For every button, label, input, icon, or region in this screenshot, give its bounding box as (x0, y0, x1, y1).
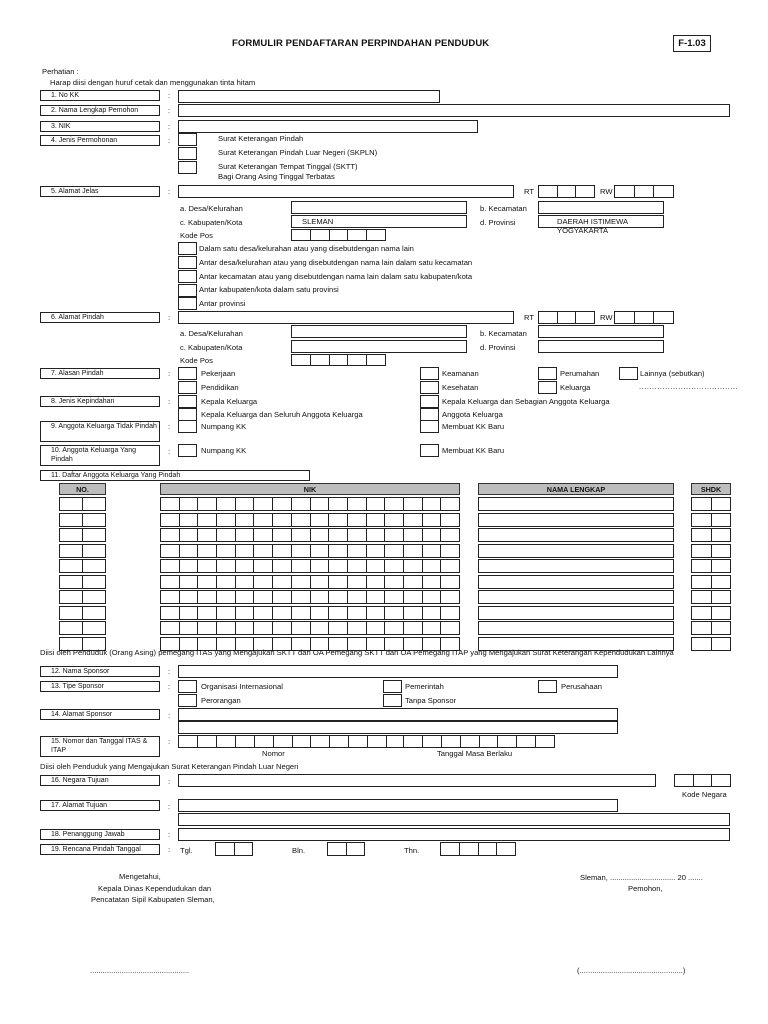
checkbox-kk-baru-1[interactable] (420, 420, 439, 433)
option-sktt: Surat Keterangan Tempat Tinggal (SKTT) (218, 162, 358, 171)
kabupaten-field[interactable] (291, 215, 467, 228)
sponsor-perusahaan: Perusahaan (561, 682, 602, 691)
checkbox-klasifikasi-3[interactable] (178, 270, 197, 283)
member-nama-cell[interactable] (478, 590, 674, 604)
member-nama-cell[interactable] (478, 606, 674, 620)
desa-field[interactable] (291, 201, 467, 214)
member-shdk-cell[interactable] (691, 637, 731, 651)
desa-label: a. Desa/Kelurahan (180, 204, 243, 213)
checkbox-pekerjaan[interactable] (178, 367, 197, 380)
member-shdk-cell[interactable] (691, 497, 731, 511)
kode-pos-cells[interactable] (291, 229, 386, 241)
checkbox-sktt[interactable] (178, 161, 197, 174)
label-itas: 15. Nomor dan Tanggal ITAS & ITAP (40, 736, 160, 757)
member-nama-cell[interactable] (478, 621, 674, 635)
rt-label: RT (524, 187, 534, 196)
alamat-sponsor-field-2[interactable] (178, 721, 618, 734)
member-no-cell[interactable] (59, 590, 106, 604)
alamat-pindah-field[interactable] (178, 311, 514, 324)
colon: : (168, 737, 171, 746)
colon: : (168, 845, 171, 854)
member-nama-cell[interactable] (478, 575, 674, 589)
checkbox-klasifikasi-4[interactable] (178, 284, 197, 297)
itas-tanggal-label: Tanggal Masa Berlaku (437, 749, 513, 758)
label-tipe-sponsor: 13. Tipe Sponsor (40, 681, 160, 692)
note-luar-negeri: Diisi oleh Penduduk yang Mengajukan Surat Keterangan Pindah Luar Negeri (40, 762, 299, 771)
colon: : (168, 682, 171, 691)
rt-cells-2[interactable] (538, 311, 595, 324)
provinsi-label-2: d. Provinsi (480, 343, 516, 352)
itas-tanggal-cells[interactable] (403, 735, 555, 748)
rw-cells[interactable] (614, 185, 674, 198)
label-daftar-anggota: 11. Daftar Anggota Keluarga Yang Pindah (40, 470, 310, 481)
nama-pemohon-field[interactable] (178, 104, 730, 117)
tgl-label: Tgl. (180, 846, 193, 855)
member-no-cell[interactable] (59, 544, 106, 558)
bln-label: Bln. (292, 846, 306, 855)
kk-baru-2: Membuat KK Baru (442, 446, 505, 455)
colon: : (168, 667, 171, 676)
checkbox-pemerintah[interactable] (383, 680, 402, 693)
label-rencana-pindah: 19. Rencana Pindah Tanggal (40, 844, 160, 855)
rw-label: RW (600, 187, 613, 196)
kabupaten-field-2[interactable] (291, 340, 467, 353)
member-shdk-cell[interactable] (691, 621, 731, 635)
klasifikasi-3: Antar kecamatan atau yang disebutdengan nama lain dalam satu kabupaten/kota (199, 272, 473, 281)
member-nama-cell[interactable] (478, 559, 674, 573)
label-penanggung-jawab: 18. Penanggung Jawab (40, 829, 160, 840)
member-nik-cell[interactable] (160, 559, 460, 573)
kecamatan-label: b. Kecamatan (480, 204, 527, 213)
checkbox-klasifikasi-5[interactable] (178, 297, 197, 310)
label-alamat-tujuan: 17. Alamat Tujuan (40, 800, 160, 811)
option-skp: Surat Keterangan Pindah (218, 134, 304, 143)
checkbox-pendidikan[interactable] (178, 381, 197, 394)
member-shdk-cell[interactable] (691, 559, 731, 573)
option-skpln: Surat Keterangan Pindah Luar Negeri (SKPLN) (218, 148, 378, 157)
colon: : (168, 91, 171, 100)
note-orang-asing: Diisi oleh Penduduk (Orang Asing) pemegang ITAS yang Mengajukan SKTT dan OA Pemegang SKTT dan OA Pemegang ITAP yang Mengajukan Surat Keterangan Kependudukan Lainnya (40, 648, 674, 657)
colon: : (168, 397, 171, 406)
tgl-cells[interactable] (215, 842, 253, 856)
colon: : (168, 369, 171, 378)
checkbox-klasifikasi-2[interactable] (178, 256, 197, 269)
label-alasan-pindah: 7. Alasan Pindah (40, 368, 160, 379)
desa-field-2[interactable] (291, 325, 467, 338)
alasan-pekerjaan: Pekerjaan (201, 369, 236, 378)
member-nik-cell[interactable] (160, 513, 460, 527)
numpang-kk-1: Numpang KK (201, 422, 247, 431)
provinsi-value: DAERAH ISTIMEWA YOGYAKARTA (557, 217, 628, 235)
form-code: F-1.03 (673, 35, 711, 52)
colon: : (168, 122, 171, 131)
col-header-no: NO. (59, 483, 106, 495)
klasifikasi-5: Antar provinsi (199, 299, 246, 308)
desa-label-2: a. Desa/Kelurahan (180, 329, 243, 338)
option-sktt-note: Bagi Orang Asing Tinggal Terbatas (218, 172, 335, 181)
label-tidak-pindah: 9. Anggota Keluarga Tidak Pindah (40, 421, 160, 442)
alasan-kesehatan: Kesehatan (442, 383, 479, 392)
klasifikasi-2: Antar desa/kelurahan atau yang disebutdengan nama lain dalam satu kecamatan (199, 258, 473, 267)
label-alamat-jelas: 5. Alamat Jelas (40, 186, 160, 197)
alasan-perumahan: Perumahan (560, 369, 600, 378)
sign-kepala-2: Pencatatan Sipil Kabupaten Sleman, (91, 895, 215, 904)
colon: : (168, 447, 171, 456)
nik-field[interactable] (178, 120, 478, 133)
colon: : (168, 711, 171, 720)
member-nik-cell[interactable] (160, 575, 460, 589)
sign-line-pemohon: (.................................................) (577, 966, 686, 975)
checkbox-keamanan[interactable] (420, 367, 439, 380)
kode-pos-label: Kode Pos (180, 231, 213, 240)
member-no-cell[interactable] (59, 621, 106, 635)
kabupaten-label: c. Kabupaten/Kota (180, 218, 243, 227)
klasifikasi-4: Antar kabupaten/kota dalam satu provinsi (199, 285, 339, 294)
provinsi-field-2[interactable] (538, 340, 664, 353)
kecamatan-field-2[interactable] (538, 325, 664, 338)
checkbox-skpln[interactable] (178, 147, 197, 160)
member-nik-cell[interactable] (160, 621, 460, 635)
member-shdk-cell[interactable] (691, 590, 731, 604)
sign-kepala-1: Kepala Dinas Kependudukan dan (98, 884, 212, 893)
checkbox-klasifikasi-1[interactable] (178, 242, 197, 255)
checkbox-kk-baru-2[interactable] (420, 444, 439, 457)
checkbox-skp[interactable] (178, 133, 197, 146)
member-shdk-cell[interactable] (691, 528, 731, 542)
alasan-keamanan: Keamanan (442, 369, 479, 378)
provinsi-label: d. Provinsi (480, 218, 516, 227)
member-nik-cell[interactable] (160, 528, 460, 542)
penanggung-jawab-field[interactable] (178, 828, 730, 841)
klasifikasi-1: Dalam satu desa/kelurahan atau yang disebutdengan nama lain (199, 244, 414, 253)
member-no-cell[interactable] (59, 513, 106, 527)
alamat-sponsor-field-1[interactable] (178, 708, 618, 721)
kk-baru-1: Membuat KK Baru (442, 422, 505, 431)
label-jenis-permohonan: 4. Jenis Permohonan (40, 135, 160, 146)
alasan-pendidikan: Pendidikan (201, 383, 239, 392)
notice-title: Perhatian : (42, 67, 79, 76)
label-no-kk: 1. No KK (40, 90, 160, 101)
kepindahan-kk-seluruh: Kepala Keluarga dan Seluruh Anggota Keluarga (201, 410, 363, 419)
kabupaten-label-2: c. Kabupaten/Kota (180, 343, 243, 352)
checkbox-kk-sebagian[interactable] (420, 395, 439, 408)
itas-nomor-cells[interactable] (178, 735, 406, 748)
colon: : (168, 777, 171, 786)
colon: : (168, 136, 171, 145)
checkbox-organisasi[interactable] (178, 680, 197, 693)
checkbox-perorangan[interactable] (178, 694, 197, 707)
member-nama-cell[interactable] (478, 528, 674, 542)
member-nama-cell[interactable] (478, 497, 674, 511)
member-shdk-cell[interactable] (691, 513, 731, 527)
alamat-tujuan-field-1[interactable] (178, 799, 618, 812)
kabupaten-value: SLEMAN (302, 217, 334, 226)
alamat-tujuan-field-2[interactable] (178, 813, 730, 826)
member-nik-cell[interactable] (160, 497, 460, 511)
alasan-keluarga: Keluarga (560, 383, 591, 392)
sponsor-pemerintah: Pemerintah (405, 682, 444, 691)
label-nama-sponsor: 12. Nama Sponsor (40, 666, 160, 677)
col-header-nik: NIK (160, 483, 460, 495)
checkbox-numpang-1[interactable] (178, 420, 197, 433)
sign-mengetahui: Mengetahui, (119, 872, 161, 881)
alasan-lainnya-line[interactable]: ...................................... (639, 382, 739, 391)
bln-cells[interactable] (327, 842, 365, 856)
kode-pos-cells-2[interactable] (291, 354, 386, 366)
sign-pemohon: Pemohon, (628, 884, 663, 893)
member-no-cell[interactable] (59, 559, 106, 573)
alasan-lainnya: Lainnya (sebutkan) (640, 369, 705, 378)
kode-negara-label: Kode Negara (682, 790, 727, 799)
notice-text: Harap diisi dengan huruf cetak dan menggunakan tinta hitam (50, 78, 256, 87)
sign-place-date: Sleman, ............................... 20 ....... (580, 873, 703, 882)
kecamatan-label-2: b. Kecamatan (480, 329, 527, 338)
provinsi-field[interactable] (538, 215, 664, 235)
member-no-cell[interactable] (59, 606, 106, 620)
sponsor-organisasi: Organisasi Internasional (201, 682, 283, 691)
checkbox-perusahaan[interactable] (538, 680, 557, 693)
itas-nomor-label: Nomor (262, 749, 285, 758)
kepindahan-kk: Kepala Keluarga (201, 397, 258, 406)
colon: : (168, 106, 171, 115)
col-header-nama: NAMA LENGKAP (478, 483, 674, 495)
rt-label-2: RT (524, 313, 534, 322)
colon: : (168, 422, 171, 431)
kepindahan-kk-sebagian: Kepala Keluarga dan Sebagian Anggota Keluarga (442, 397, 610, 406)
sponsor-tanpa: Tanpa Sponsor (405, 696, 457, 705)
negara-tujuan-field[interactable] (178, 774, 656, 787)
kode-pos-label-2: Kode Pos (180, 356, 213, 365)
label-negara-tujuan: 16. Negara Tujuan (40, 775, 160, 786)
colon: : (168, 830, 171, 839)
label-alamat-pindah: 6. Alamat Pindah (40, 312, 160, 323)
kode-negara-cells[interactable] (674, 774, 731, 787)
colon: : (168, 187, 171, 196)
label-alamat-sponsor: 14. Alamat Sponsor (40, 709, 160, 720)
thn-cells[interactable] (440, 842, 516, 856)
sponsor-perorangan: Perorangan (201, 696, 241, 705)
member-nama-cell[interactable] (478, 513, 674, 527)
rt-cells[interactable] (538, 185, 595, 198)
member-shdk-cell[interactable] (691, 575, 731, 589)
checkbox-kesehatan[interactable] (420, 381, 439, 394)
label-nama-pemohon: 2. Nama Lengkap Pemohon (40, 105, 160, 116)
rw-cells-2[interactable] (614, 311, 674, 324)
checkbox-kk[interactable] (178, 395, 197, 408)
colon: : (168, 802, 171, 811)
kecamatan-field[interactable] (538, 201, 664, 214)
form-title: FORMULIR PENDAFTARAN PERPINDAHAN PENDUDUK (232, 38, 490, 49)
nama-sponsor-field[interactable] (178, 665, 618, 678)
member-no-cell[interactable] (59, 575, 106, 589)
label-jenis-kepindahan: 8. Jenis Kepindahan (40, 396, 160, 407)
label-yang-pindah: 10. Anggota Keluarga Yang Pindah (40, 445, 160, 466)
member-shdk-cell[interactable] (691, 544, 731, 558)
checkbox-tanpa-sponsor[interactable] (383, 694, 402, 707)
numpang-kk-2: Numpang KK (201, 446, 247, 455)
member-nik-cell[interactable] (160, 590, 460, 604)
member-no-cell[interactable] (59, 528, 106, 542)
checkbox-keluarga[interactable] (538, 381, 557, 394)
member-nik-cell[interactable] (160, 544, 460, 558)
member-shdk-cell[interactable] (691, 606, 731, 620)
sign-line-kepala: ............................................... (90, 966, 190, 975)
label-nik: 3. NIK (40, 121, 160, 132)
thn-label: Thn. (404, 846, 420, 855)
rw-label-2: RW (600, 313, 613, 322)
member-nik-cell[interactable] (160, 606, 460, 620)
checkbox-lainnya[interactable] (619, 367, 638, 380)
no-kk-field[interactable] (178, 90, 440, 103)
kepindahan-anggota: Anggota Keluarga (442, 410, 503, 419)
member-no-cell[interactable] (59, 497, 106, 511)
alamat-jelas-field[interactable] (178, 185, 514, 198)
checkbox-numpang-2[interactable] (178, 444, 197, 457)
member-nama-cell[interactable] (478, 544, 674, 558)
col-header-shdk: SHDK (691, 483, 731, 495)
colon: : (168, 313, 171, 322)
checkbox-perumahan[interactable] (538, 367, 557, 380)
